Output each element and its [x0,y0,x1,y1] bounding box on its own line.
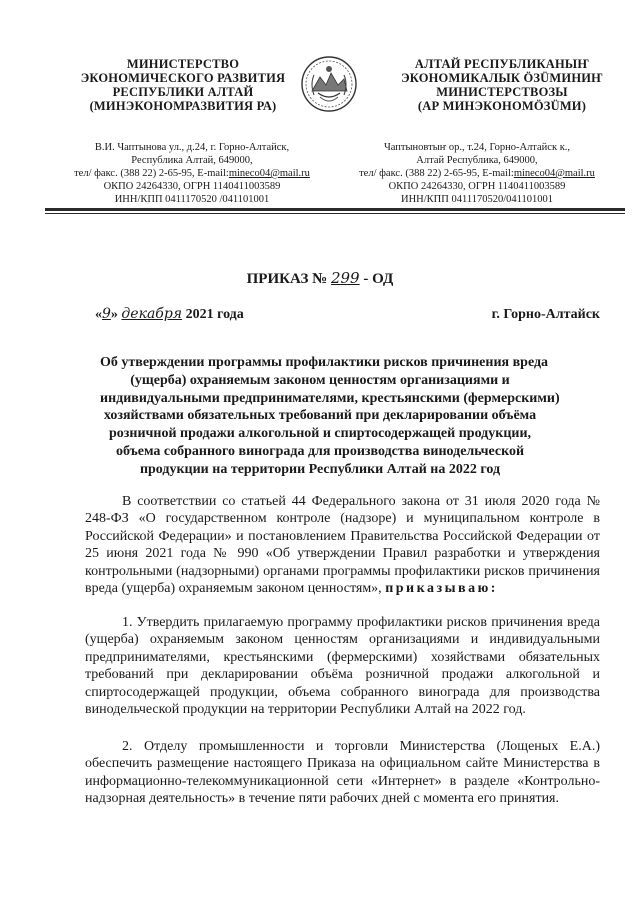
order-number-handwritten: 299 [330,269,360,287]
date-close-quote: » [110,307,122,322]
address-line: ОКПО 24264330, ОГРН 1140411003589 [103,181,281,192]
subject-line: Об утверждении программы профилактики рисков причинения вреда [100,355,549,370]
letterhead-right-title [382,57,622,113]
item-1-paragraph: 1. Утвердить прилагаемую программу профилактики рисков причинения вреда (ущерба) охраняемым законом ценностям организациями и индивидуальными предпринимателями, крестьянскими (фермерскими) хозяйствами обязательных требований при декларировании объёма розничной продажи алкогольной и спиртосодержащей продукции, объема собранного винограда для производства винодельческой продукции на территории Республики Алтай на 2022 год. [85,615,600,718]
letterhead-divider-thin [45,213,625,214]
phone-text: тел/ факс. (388 22) 2-65-95, E-mail: [74,168,229,179]
letterhead-right-line: (АР МИНЭКОНОМÖЗÜМИ) [417,99,587,113]
item-2-paragraph: 2. Отделу промышленности и торговли Министерства (Лощеных Е.А.) обеспечить размещение настоящего Приказа на официальном сайте Министерства в информационно-телекоммуникационной сети «Интернет» в разделе «Контрольно-надзорная деятельность» в течение пяти рабочих дней с момента его принятия. [85,739,600,807]
preamble-text: В соответствии со статьей 44 Федерального закона от 31 июля 2020 года № 248-ФЗ «О государственном контроле (надзоре) и муниципальном контроле в Российской Федерации» и постановлением Правительства Российской Федерации от 25 июня 2021 года № 990 «Об утверждении Правил разработки и утверждения контрольными (надзорными) органами программы профилактики рисков причинения вреда (ущерба) охраняемым законом ценностям», [85,494,600,597]
letterhead-right-line: МИНИСТЕРСТВОЗЫ [436,85,568,99]
address-line: ИНН/КПП 0411170520/041101001 [401,194,553,205]
date-year: 2021 года [182,307,244,322]
republic-altai-emblem-icon [300,55,358,113]
order-place: г. Горно-Алтайск [491,307,600,322]
subject-line: объема собранного винограда для производства винодельческой [115,443,525,459]
letterhead-right-address [332,141,622,206]
subject-line: индивидуальными предпринимателями, крестьянскими (фермерскими) [100,390,560,406]
letterhead-left-line: МИНИСТЕРСТВО [126,57,240,71]
address-line: ИНН/КПП 0411170520 /041101001 [114,194,270,205]
order-command: приказываю: [385,581,498,597]
letterhead-left-line: (МИНЭКОНОМРАЗВИТИЯ РА) [89,99,277,113]
subject-line: хозяйствами обязательных требований при декларировании объёма [103,408,537,424]
phone-text: тел/ факс. (388 22) 2-65-95, E-mail: [359,168,514,179]
order-title-suffix: - ОД [359,271,394,287]
address-line [58,167,326,180]
letterhead-left-address [58,141,326,206]
subject-line: продукции на территории Республики Алтай на 2022 год [139,461,501,477]
subject-line: розничной продажи алкогольной и спиртосодержащей продукции, [108,426,532,442]
letterhead-left-title [68,57,298,113]
email-link[interactable]: mineco04@mail.ru [228,168,310,179]
preamble-paragraph [85,493,600,597]
subject-line: (ущерба) охраняемым законом ценностям организациями и [130,372,510,388]
email-link[interactable]: mineco04@mail.ru [513,168,595,179]
address-line [332,167,622,180]
letterhead-left-line: РЕСПУБЛИКИ АЛТАЙ [112,85,254,99]
letterhead-left-line: ЭКОНОМИЧЕСКОГО РАЗВИТИЯ [80,71,286,85]
body-item-1 [85,614,600,718]
order-title-prefix: ПРИКАЗ № [246,271,331,287]
body-preamble [85,493,600,597]
address-line: Алтай Республика, 649000, [416,155,538,166]
body-item-2 [85,738,600,808]
address-line: Чаптыновтыҥ ор., т.24, Горно-Алтайск к., [383,142,571,153]
letterhead-right-line: ЭКОНОМИКАЛЫК ÖЗÜМИНИҤ [401,71,603,85]
date-month-handwritten: декабря [121,306,183,322]
date-day-handwritten: 9 [102,306,111,322]
order-title [0,269,640,288]
address-line: В.И. Чаптынова ул., д.24, г. Горно-Алтайск, [94,142,290,153]
letterhead-divider-thick [45,208,625,211]
order-date [95,306,244,323]
order-subject [100,354,560,479]
address-line: Республика Алтай, 649000, [131,155,253,166]
address-line: ОКПО 24264330, ОГРН 1140411003589 [388,181,566,192]
letterhead-right-line: АЛТАЙ РЕСПУБЛИКАНЫҤ [414,57,590,71]
date-open-quote: « [95,307,102,322]
